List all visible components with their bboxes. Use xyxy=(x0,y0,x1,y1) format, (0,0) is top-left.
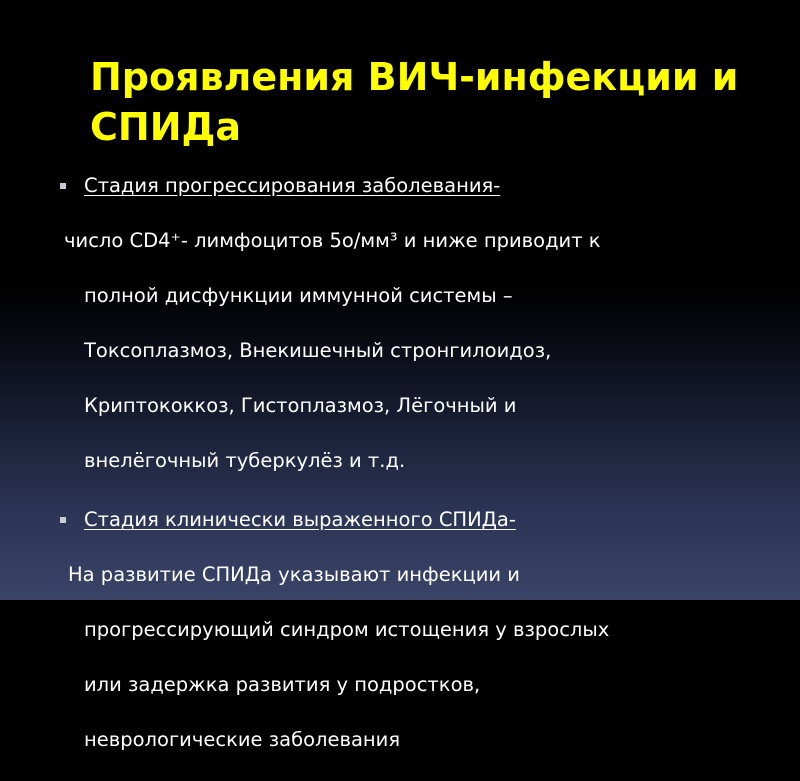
body-line xyxy=(68,561,778,589)
square-bullet-icon xyxy=(60,517,66,523)
square-bullet-icon xyxy=(60,183,66,189)
body-line-text: На развитие СПИДа указывают инфекции и xyxy=(68,563,520,586)
body-line: или задержка развития у подростков, xyxy=(84,671,778,699)
bullet-item-aids-stage xyxy=(58,506,778,534)
bullet-item-progression-stage xyxy=(58,172,778,200)
section-heading: Стадия клинически выраженного СПИДа- xyxy=(84,508,516,531)
slide-title: Проявления ВИЧ-инфекции и СПИДа xyxy=(90,52,750,152)
body-line: Токсоплазмоз, Внекишечный стронгилоидоз, xyxy=(84,337,778,365)
section-body xyxy=(58,534,778,781)
body-line: неврологические заболевания xyxy=(84,726,778,754)
body-line-text: число CD4⁺- лимфоцитов 5о/мм³ и ниже приводит к xyxy=(64,229,601,252)
body-line: полной дисфункции иммунной системы – xyxy=(84,282,778,310)
section-heading: Стадия прогрессирования заболевания- xyxy=(84,174,500,197)
slide-content xyxy=(58,172,778,781)
body-line: внелёгочный туберкулёз и т.д. xyxy=(84,447,778,475)
body-line xyxy=(64,227,778,255)
body-line: прогрессирующий синдром истощения у взрослых xyxy=(84,616,778,644)
body-line: Криптококкоз, Гистоплазмоз, Лёгочный и xyxy=(84,392,778,420)
section-body xyxy=(58,200,778,503)
